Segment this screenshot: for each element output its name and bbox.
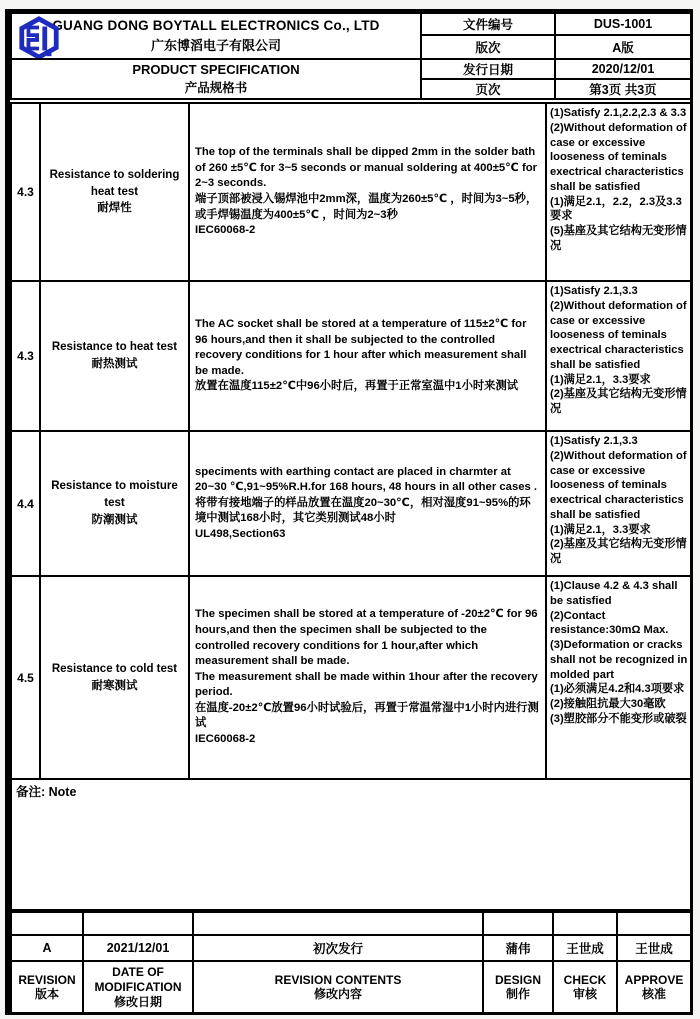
design-name: 蒲伟: [483, 935, 553, 961]
approve-name: 王世成: [617, 935, 691, 961]
document-title-cell: [11, 59, 421, 99]
criteria-cell: [546, 431, 691, 576]
description-line: 放置在温度115±2℃中96小时后，再置于正常室温中1小时来测试: [195, 380, 519, 393]
company-name-cn: 广东博滔电子有限公司: [150, 38, 281, 53]
clause-number: 4.4: [11, 431, 40, 576]
test-name-cn: 耐热测试: [91, 358, 138, 370]
test-description-cell: [189, 431, 546, 576]
criteria-line: (2)基座及其它结构无变形情况: [550, 388, 687, 416]
clause-number: 4.5: [11, 576, 40, 779]
field-label-page: 页次: [421, 79, 555, 99]
check-name: 王世成: [553, 935, 617, 961]
criteria-line: (2)基座及其它结构无变形情况: [550, 538, 687, 566]
company-cell: [11, 13, 421, 59]
field-value-version: A版: [555, 35, 691, 59]
description-line: 将带有接地端子的样品放置在温度20~30℃，相对湿度91~95%的环境中测试168小时，其它类别测试48小时: [195, 496, 531, 525]
company-logo-icon: [17, 16, 61, 59]
column-header-en: DATE OF MODIFICATION: [94, 965, 182, 994]
description-line: The top of the terminals shall be dipped 2mm in the solder bath of 260 ±5℃ for 3~5 seconds or manual soldering at 400±5℃ for 2~3 seconds.: [195, 146, 538, 190]
column-header-cn: 修改日期: [113, 994, 162, 1009]
revision-empty-row: [11, 912, 691, 935]
test-description-cell: [189, 281, 546, 431]
field-value-page: 第3页 共3页: [555, 79, 691, 99]
criteria-line: (2)接触阻抗最大30毫欧: [550, 698, 666, 711]
revision-header-cell: [193, 961, 483, 1014]
description-line: speciments with earthing contact are placed in charmter at 20~30 ℃,91~95%R.H.for 168 hours, 48 hours in all other cases .: [195, 465, 538, 494]
clause-number: 4.3: [11, 281, 40, 431]
spec-table: [10, 102, 692, 911]
document-title-en: PRODUCT SPECIFICATION: [132, 62, 300, 77]
field-label-issue-date: 发行日期: [421, 59, 555, 79]
test-name-cn: 耐焊性: [97, 202, 132, 215]
criteria-line: (1)Clause 4.2 & 4.3 shall be satisfied: [550, 580, 678, 607]
revision-contents: 初次发行: [193, 935, 483, 961]
table-row: [11, 431, 691, 576]
revision-header-cell: [83, 961, 193, 1014]
test-name-cn: 耐寒测试: [91, 679, 138, 692]
column-header-en: APPROVE: [624, 972, 684, 987]
criteria-line: (2)Without deformation of case or excessive looseness of teminals exectrical characteristics shall be satisfied: [550, 121, 687, 193]
revision-header-cell: [11, 961, 83, 1014]
modification-date: 2021/12/01: [83, 935, 193, 961]
test-name-en: Resistance to heat test: [51, 341, 178, 354]
test-name-en: Resistance to soldering heat test: [49, 168, 180, 198]
column-header-en: DESIGN: [494, 972, 541, 987]
note-row: [11, 779, 691, 910]
revision-table: [10, 911, 692, 1015]
test-description-cell: [189, 576, 546, 779]
company-name-en: GUANG DONG BOYTALL ELECTRONICS Co., LTD: [52, 18, 380, 33]
criteria-line: (2)Without deformation of case or excessive looseness of teminals exectrical characteristics shall be satisfied: [550, 449, 687, 521]
criteria-line: (1)必须满足4.2和4.3项要求: [550, 683, 685, 696]
column-header-cn: 审核: [572, 987, 597, 1002]
description-line: 在温度-20±2℃放置96小时试验后，再置于常温常湿中1小时内进行测试: [195, 701, 539, 730]
table-row: [11, 103, 691, 281]
clause-number: 4.3: [11, 103, 40, 281]
criteria-line: (1)满足2.1，3.3要求: [550, 373, 651, 386]
field-value-doc-number: DUS-1001: [555, 13, 691, 35]
revision-header-cell: [617, 961, 691, 1014]
empty-cell: [193, 912, 483, 935]
test-description-cell: [189, 103, 546, 281]
revision-letter: A: [11, 935, 83, 961]
description-line: The specimen shall be stored at a temperature of -20±2℃ for 96 hours,and then the specimen shall be subjected to the controlled recovery conditions for 1 hour,after which measurement shall be made.: [195, 608, 538, 668]
description-line: The measurement shall be made within 1hour after the recovery period.: [195, 670, 538, 699]
document-title-cn: 产品规格书: [184, 81, 248, 95]
empty-cell: [483, 912, 553, 935]
test-name-cell: [40, 431, 189, 576]
criteria-line: (5)基座及其它结构无变形情况: [550, 225, 687, 253]
test-name-en: Resistance to cold test: [51, 662, 178, 675]
empty-cell: [83, 912, 193, 935]
criteria-line: (1)Satisfy 2.1,2.2,2.3 & 3.3: [550, 107, 687, 119]
description-line: 端子顶部被浸入锡焊池中2mm深，温度为260±5℃ ，时间为3~5秒，或手焊锡温度为400±5℃ ，时间为2~3秒: [195, 193, 538, 221]
test-name-cell: [40, 103, 189, 281]
criteria-line: (2)Without deformation of case or excessive looseness of teminals exectrical characteristics shall be satisfied: [550, 299, 687, 371]
column-header-en: REVISION: [18, 972, 76, 987]
description-line: The AC socket shall be stored at a temperature of 115±2℃ for 96 hours,and then it shall be subjected to the controlled recovery conditions for 1 hour after which measurement shall be made.: [195, 318, 527, 377]
column-header-cn: 修改内容: [313, 987, 362, 1002]
criteria-line: (3)Deformation or cracks shall not be recognized in molded part: [550, 639, 688, 681]
criteria-cell: [546, 576, 691, 779]
criteria-line: (1)Satisfy 2.1,3.3: [550, 285, 638, 297]
revision-header-cell: [553, 961, 617, 1014]
criteria-line: (1)满足2.1，2.2，2.3及3.3要求: [550, 195, 682, 223]
empty-cell: [553, 912, 617, 935]
field-label-version: 版次: [421, 35, 555, 59]
empty-cell: [617, 912, 691, 935]
criteria-line: (2)Contact resistance:30mΩ Max.: [550, 609, 669, 637]
revision-header-row: [11, 961, 691, 1014]
test-name-cell: [40, 576, 189, 779]
revision-header-cell: [483, 961, 553, 1014]
empty-cell: [11, 912, 83, 935]
column-header-cn: 版本: [34, 987, 59, 1002]
test-name-cn: 防潮测试: [91, 513, 138, 526]
specification-page: [5, 9, 693, 1015]
criteria-line: (3)塑胶部分不能变形或破裂: [550, 713, 687, 726]
field-value-issue-date: 2020/12/01: [555, 59, 691, 79]
header-table: [10, 12, 692, 100]
revision-value-row: [11, 935, 691, 961]
criteria-cell: [546, 103, 691, 281]
description-line: UL498,Section63: [195, 527, 286, 540]
criteria-line: (1)Satisfy 2.1,3.3: [550, 435, 638, 447]
criteria-cell: [546, 281, 691, 431]
table-row: [11, 576, 691, 779]
column-header-cn: 核准: [641, 987, 666, 1002]
note-cell: 备注: Note: [11, 779, 691, 910]
column-header-en: CHECK: [563, 972, 607, 987]
column-header-cn: 制作: [505, 987, 530, 1002]
test-name-cell: [40, 281, 189, 431]
criteria-line: (1)满足2.1，3.3要求: [550, 523, 651, 536]
description-line: IEC60068-2: [195, 733, 256, 746]
test-name-en: Resistance to moisture test: [51, 480, 178, 510]
description-line: IEC60068-2: [195, 224, 256, 237]
column-header-en: REVISION CONTENTS: [274, 972, 402, 987]
table-row: [11, 281, 691, 431]
field-label-doc-number: 文件编号: [421, 13, 555, 35]
